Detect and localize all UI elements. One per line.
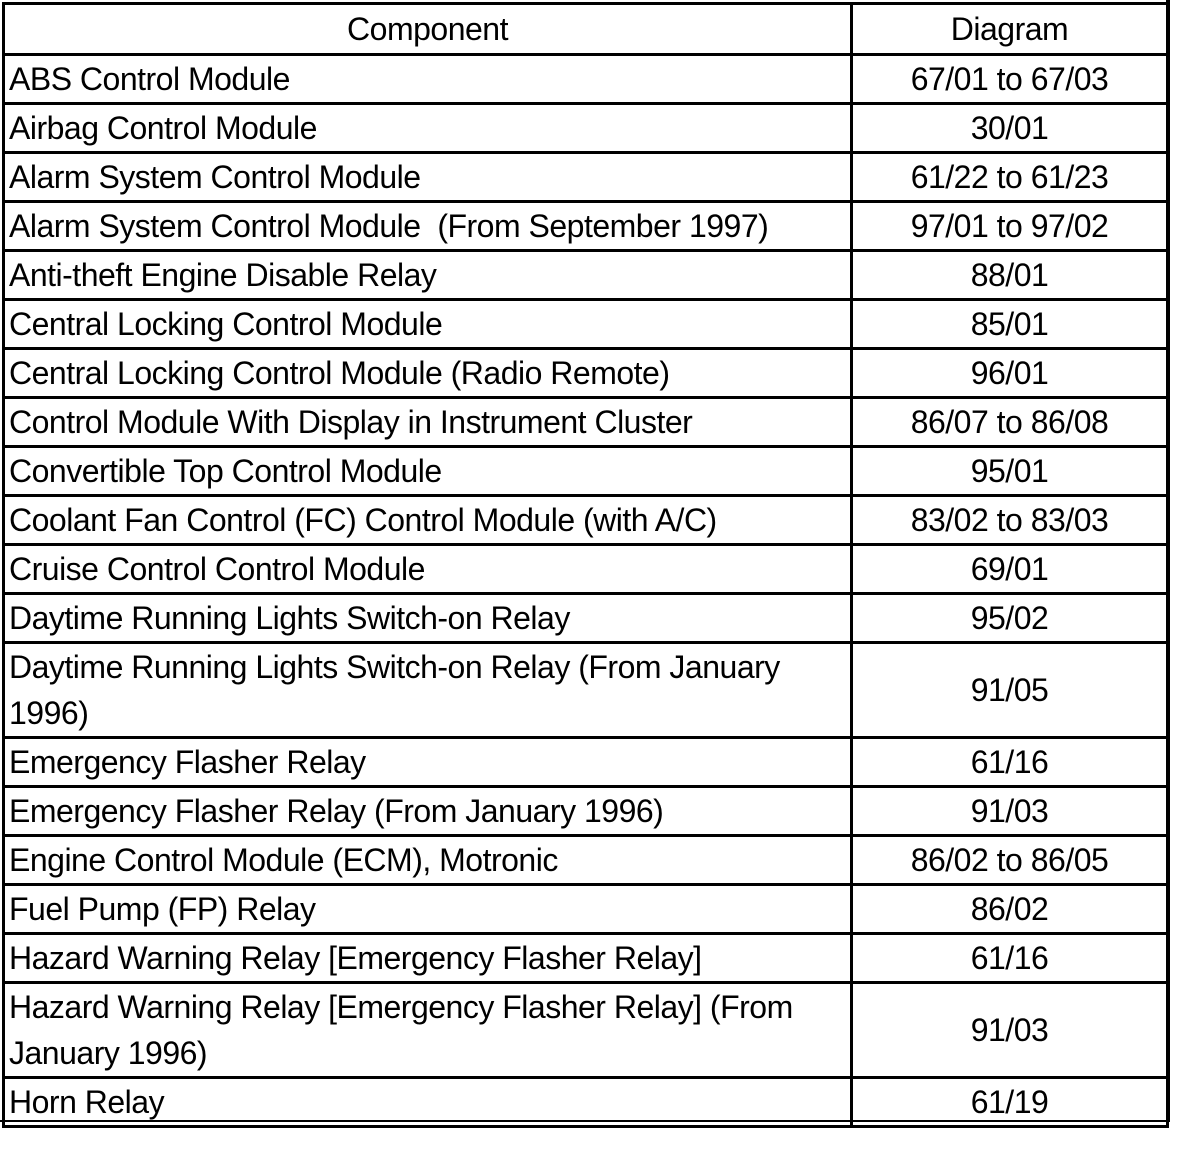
table-row — [4, 934, 1168, 983]
component-cell: Central Locking Control Module — [4, 300, 852, 349]
diagram-cell: 95/01 — [852, 447, 1168, 496]
header-diagram: Diagram — [852, 4, 1168, 55]
diagram-cell: 61/16 — [852, 934, 1168, 983]
table-row — [4, 398, 1168, 447]
component-cell: Horn Relay — [4, 1078, 852, 1127]
component-cell: Alarm System Control Module (From September 1997) — [4, 202, 852, 251]
component-cell: Engine Control Module (ECM), Motronic — [4, 836, 852, 885]
diagram-cell: 88/01 — [852, 251, 1168, 300]
diagram-cell: 95/02 — [852, 594, 1168, 643]
component-cell: Central Locking Control Module (Radio Remote) — [4, 349, 852, 398]
table-row — [4, 153, 1168, 202]
diagram-cell: 96/01 — [852, 349, 1168, 398]
table-row — [4, 496, 1168, 545]
component-cell: Coolant Fan Control (FC) Control Module (with A/C) — [4, 496, 852, 545]
diagram-cell: 83/02 to 83/03 — [852, 496, 1168, 545]
component-cell: Airbag Control Module — [4, 104, 852, 153]
table-row — [4, 55, 1168, 104]
diagram-cell: 91/05 — [852, 643, 1168, 738]
diagram-cell: 61/22 to 61/23 — [852, 153, 1168, 202]
component-cell: Emergency Flasher Relay (From January 1996) — [4, 787, 852, 836]
diagram-cell: 85/01 — [852, 300, 1168, 349]
table-row — [4, 594, 1168, 643]
table-row — [4, 104, 1168, 153]
table-row — [4, 1078, 1168, 1127]
component-cell: Alarm System Control Module — [4, 153, 852, 202]
component-cell: Daytime Running Lights Switch-on Relay — [4, 594, 852, 643]
table-row — [4, 349, 1168, 398]
diagram-cell: 67/01 to 67/03 — [852, 55, 1168, 104]
table-row — [4, 738, 1168, 787]
table-row — [4, 545, 1168, 594]
table-row — [4, 251, 1168, 300]
component-cell: Convertible Top Control Module — [4, 447, 852, 496]
component-cell: Control Module With Display in Instrument Cluster — [4, 398, 852, 447]
table-row — [4, 202, 1168, 251]
table-row — [4, 300, 1168, 349]
diagram-cell: 61/19 — [852, 1078, 1168, 1127]
diagram-cell: 97/01 to 97/02 — [852, 202, 1168, 251]
component-diagram-table — [2, 2, 1169, 1128]
diagram-cell: 86/07 to 86/08 — [852, 398, 1168, 447]
component-cell: Cruise Control Control Module — [4, 545, 852, 594]
diagram-cell: 91/03 — [852, 787, 1168, 836]
diagram-cell: 30/01 — [852, 104, 1168, 153]
table-header-row — [4, 4, 1168, 55]
component-cell: Daytime Running Lights Switch-on Relay (From January 1996) — [4, 643, 852, 738]
diagram-cell: 61/16 — [852, 738, 1168, 787]
table-row — [4, 836, 1168, 885]
header-component: Component — [4, 4, 852, 55]
table-row — [4, 787, 1168, 836]
component-cell: Hazard Warning Relay [Emergency Flasher Relay] — [4, 934, 852, 983]
component-cell: ABS Control Module — [4, 55, 852, 104]
diagram-cell: 91/03 — [852, 983, 1168, 1078]
table-row — [4, 885, 1168, 934]
table-row — [4, 983, 1168, 1078]
component-cell: Emergency Flasher Relay — [4, 738, 852, 787]
diagram-cell: 86/02 to 86/05 — [852, 836, 1168, 885]
table-row — [4, 447, 1168, 496]
diagram-cell: 69/01 — [852, 545, 1168, 594]
diagram-cell: 86/02 — [852, 885, 1168, 934]
component-cell: Anti-theft Engine Disable Relay — [4, 251, 852, 300]
component-cell: Hazard Warning Relay [Emergency Flasher Relay] (From January 1996) — [4, 983, 852, 1078]
component-cell: Fuel Pump (FP) Relay — [4, 885, 852, 934]
table-row — [4, 643, 1168, 738]
